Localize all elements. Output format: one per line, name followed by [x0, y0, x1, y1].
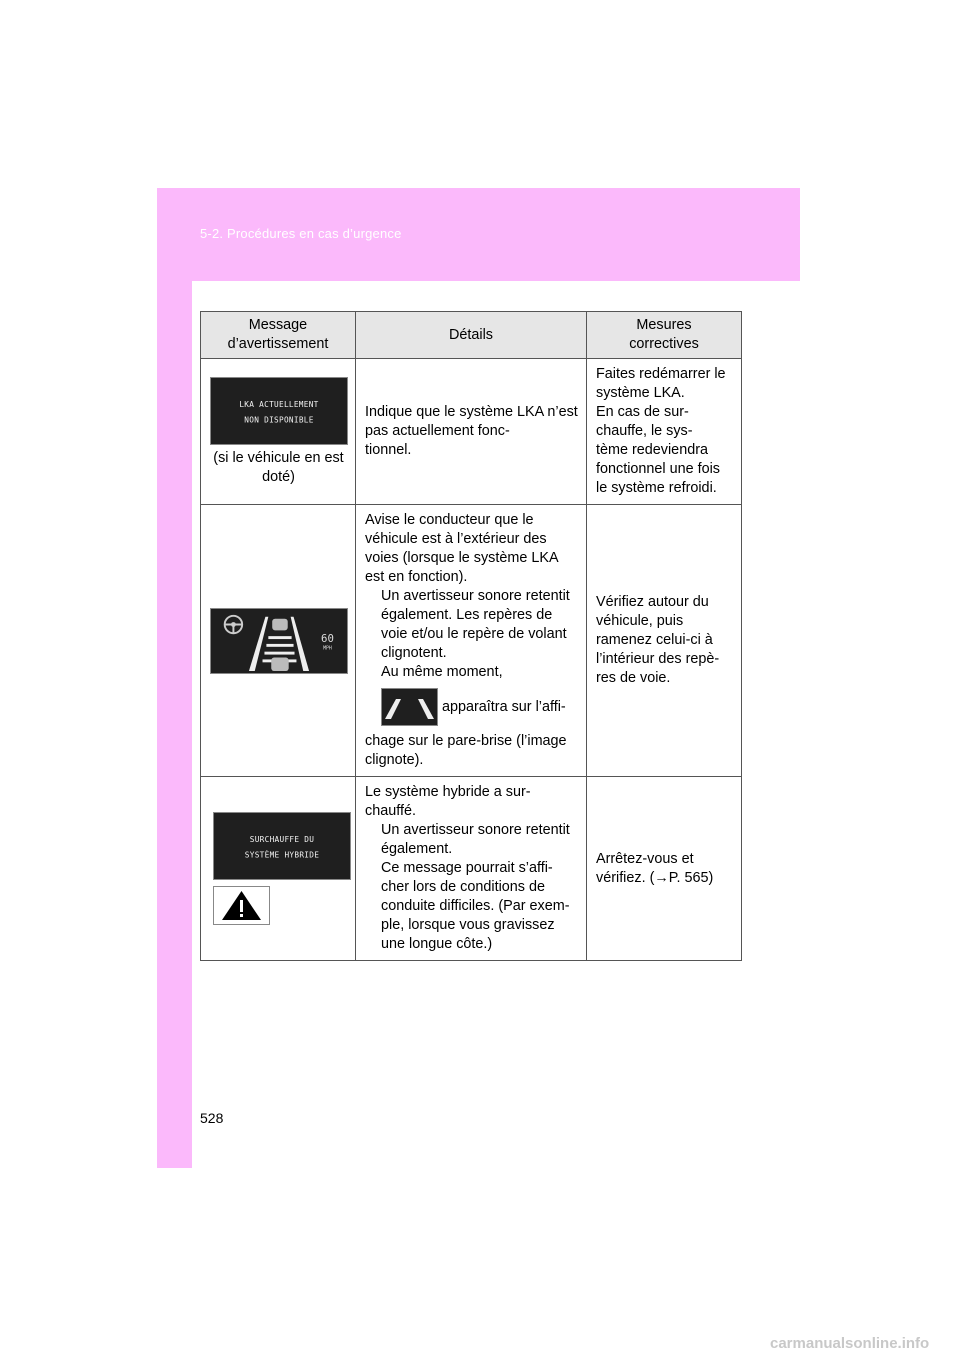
message-cell — [201, 777, 356, 961]
speed-unit: MPH — [323, 646, 332, 652]
table-header-row — [201, 312, 742, 359]
column-header-details: Détails — [356, 312, 587, 359]
action-cell — [587, 359, 742, 505]
action-text: Faites redémarrer le système LKA. En cas de sur- chauffe, le sys- tème redeviendra fonctionnel une fois le système refroidi. — [596, 366, 726, 496]
section-title: 5-2. Procédures en cas d’urgence — [200, 226, 402, 241]
table-row — [201, 505, 742, 777]
inline-lane-row — [365, 688, 578, 726]
lane-marker-icon — [381, 688, 438, 726]
message-cell — [201, 505, 356, 777]
action-text: Arrêtez-vous et vérifiez. (→P. 565) — [596, 850, 714, 886]
page-number: 528 — [200, 1110, 224, 1126]
details-cell — [356, 777, 587, 961]
lane-departure-display — [210, 608, 348, 674]
table-row — [201, 359, 742, 505]
site-watermark: carmanualsonline.info — [770, 1335, 930, 1352]
optional-caption: (si le véhicule en est doté) — [213, 449, 344, 485]
details-sub-text: apparaîtra sur l’affi- — [442, 698, 566, 715]
display-line-2: SYSTÈME HYBRIDE — [244, 850, 320, 860]
hybrid-overheat-display — [213, 812, 351, 880]
speed-value: 60 — [321, 631, 334, 645]
details-main-text: Avise le conducteur que le véhicule est à l’extérieur des voies (lorsque le système LKA est en fonction). — [365, 512, 558, 585]
details-sub-text: Au même moment, — [381, 664, 503, 680]
action-text: Vérifiez autour du véhicule, puis ramenez celui-ci à l’intérieur des repè- res de voie. — [596, 594, 720, 686]
message-cell — [201, 359, 356, 505]
side-band — [157, 188, 192, 1168]
details-main-text: Le système hybride a sur- chauffé. — [365, 784, 531, 819]
action-cell — [587, 777, 742, 961]
details-cell — [356, 505, 587, 777]
steering-wheel-icon — [225, 615, 242, 632]
column-header-actions: Mesures correctives — [587, 312, 742, 359]
lka-unavailable-display — [210, 377, 348, 445]
display-line-2: NON DISPONIBLE — [244, 415, 314, 425]
action-cell — [587, 505, 742, 777]
column-header-message: Message d’avertissement — [201, 312, 356, 359]
details-sub-text: Ce message pourrait s’affi- cher lors de conditions de conduite difficiles. (Par exem- ple, lorsque vous gravissez une longue côte.) — [381, 860, 570, 952]
warning-triangle-icon — [213, 886, 270, 925]
details-sub-text: Un avertisseur sonore retentit également. — [381, 822, 570, 857]
display-line-1: SURCHAUFFE DU — [249, 835, 315, 845]
details-cell — [356, 359, 587, 505]
display-line-1: LKA ACTUELLEMENT — [239, 399, 319, 409]
details-text: Indique que le système LKA n’est pas actuellement fonc- tionnel. — [365, 404, 578, 458]
details-sub-text: Un avertisseur sonore retentit également. Les repères de voie et/ou le repère de volant clignotent. — [381, 588, 570, 661]
details-sub-text: chage sur le pare-brise (l’image clignote). — [365, 733, 567, 768]
table-row — [201, 777, 742, 961]
warning-messages-table — [200, 311, 742, 961]
